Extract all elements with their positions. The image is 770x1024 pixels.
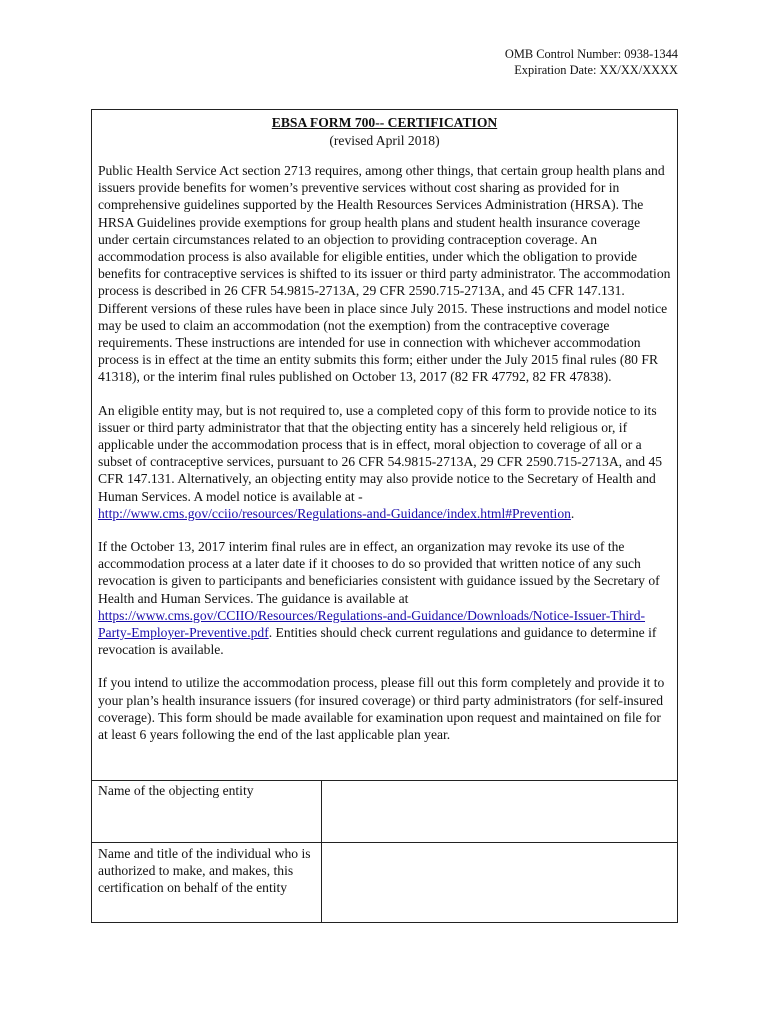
table-row-authorized-individual	[92, 843, 677, 922]
paragraph-eligible-entity-text: An eligible entity may, but is not required to, use a completed copy of this form to provide notice to its issuer or third party administrator that that the objecting entity has a sincerely held religious or, if applicable under the accommodation process that is in effect, moral objection to coverage of all or a subset of contraceptive services, pursuant to 26 CFR 54.9815-2713A, 29 CFR 2590.715-2713A, and 45 CFR 147.131. Alternatively, an objecting entity may also provide notice to the Secretary of Health and Human Services. A model notice is available at -	[98, 402, 663, 504]
omb-header	[505, 46, 678, 78]
form-box	[91, 109, 678, 923]
instructions	[92, 162, 677, 743]
paragraph-revocation-end: . Entities should check current regulations and guidance to determine if revocation is available.	[98, 625, 657, 658]
paragraph-intro: Public Health Service Act section 2713 requires, among other things, that certain group health plans and issuers provide benefits for women’s preventive services without cost sharing as provided for in comprehensive guidelines supported by the Health Resources Services Administration (HRSA). The HRSA Guidelines provide exemptions for group health plans and student health insurance coverage under certain circumstances related to an objection to providing contraception coverage. An accommodation process is also available for eligible entities, under which the obligation to provide benefits for contraceptive services is shifted to its issuer or third party administrator. The accommodation process is described in 26 CFR 54.9815-2713A, 29 CFR 2590.715-2713A, and 45 CFR 147.131. Different versions of these rules have been in place since July 2015. These instructions and model notice may be used to claim an accommodation (not the exemption) from the contraceptive coverage requirements. These instructions are intended for use in connection with whichever accommodation process is in effect at the time an entity submits this form; either under the July 2015 final rules (80 FR 41318), or the interim final rules published on October 13, 2017 (82 FR 47792, 82 FR 47838).	[98, 163, 671, 385]
paragraph-revocation	[98, 538, 671, 658]
revocation-guidance-link[interactable]: https://www.cms.gov/CCIIO/Resources/Regulations-and-Guidance/Downloads/Notice-Issuer-Third-Party-Employer-Preventive.pdf	[98, 607, 646, 641]
paragraph-revocation-text: If the October 13, 2017 interim final rules are in effect, an organization may revoke its use of the accommodation process at a later date if it chooses to do so provided that written notice of any such revocation is given to participants and beneficiaries consistent with guidance issued by the Secretary of Health and Human Services. The guidance is available at	[98, 539, 660, 606]
paragraph-usage: If you intend to utilize the accommodation process, please fill out this form completely and provide it to your plan’s health insurance issuers (for insured coverage) or third party administrators (for self-insured coverage). This form should be made available for examination upon request and maintained on file for at least 6 years following the end of the last applicable plan year.	[98, 675, 665, 743]
objecting-entity-label: Name of the objecting entity	[92, 781, 322, 842]
paragraph-eligible-entity-end: .	[570, 505, 575, 521]
model-notice-link[interactable]: http://www.cms.gov/cciio/resources/Regulations-and-Guidance/index.html#Prevention	[98, 505, 571, 521]
form-title: EBSA FORM 700-- CERTIFICATION	[271, 115, 498, 130]
paragraph-eligible-entity	[98, 402, 671, 522]
authorized-individual-label: Name and title of the individual who is authorized to make, and makes, this certification on behalf of the entity	[92, 843, 322, 922]
form-revision: (revised April 2018)	[329, 133, 440, 148]
certification-table	[92, 780, 677, 922]
objecting-entity-field[interactable]	[322, 781, 677, 842]
authorized-individual-field[interactable]	[322, 843, 677, 922]
omb-control-number: OMB Control Number: 0938-1344	[504, 47, 678, 61]
form-heading	[92, 114, 677, 150]
table-row-objecting-entity	[92, 781, 677, 843]
expiration-date: Expiration Date: XX/XX/XXXX	[514, 63, 678, 77]
